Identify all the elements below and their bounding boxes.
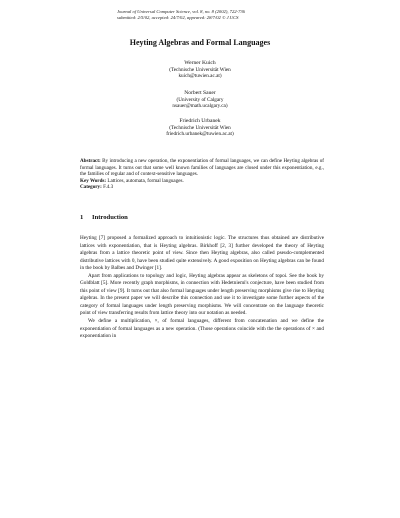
keywords-label: Key Words:	[80, 177, 107, 184]
body-paragraph: Apart from applications to topology and logic, Heyting algebras appear as skeletons of topoi. See the book by Goldblatt [5]. More recently graph morphisms, in connection with Hedetniemi's conjecture, have been studied from this point of view [9]. It turns out that also formal languages under length preserving morphisms give rise to Heyting algebras. In the present paper we will describe this connection and use it to investigate some further aspects of the category of formal languages under length preserving morphisms. We will concentrate on the language theoretic point of view transferring results from lattice theory into our notation as needed.	[80, 272, 324, 317]
author-name: Friedrich Urbanek	[179, 118, 221, 124]
author-email: friedrich.urbanek@tuwien.ac.at)	[166, 131, 234, 138]
author-block	[0, 118, 400, 138]
category-line	[80, 184, 324, 191]
abstract-paragraph	[80, 158, 324, 178]
section-number: 1	[80, 214, 84, 221]
abstract-label: Abstract:	[80, 158, 101, 164]
journal-citation: Journal of Universal Computer Science, vol. 8, no. 8 (2002), 722-736	[117, 9, 245, 14]
author-email: kuich@tuwien.ac.at)	[178, 73, 222, 80]
author-affiliation: (University of Calgary	[176, 96, 224, 103]
category-text: F.4.3	[103, 184, 114, 190]
section-title: Introduction	[92, 214, 128, 221]
abstract-block	[80, 158, 324, 191]
author-email: nsauer@math.ucalgary.ca)	[172, 103, 228, 110]
paper-title: Heyting Algebras and Formal Languages	[129, 38, 271, 47]
author-block	[0, 90, 400, 110]
journal-header	[117, 9, 317, 21]
section-heading	[80, 214, 324, 222]
body-paragraph: We define a multiplication, ×, of formal languages, different from concatenation and we define the exponentiation of formal languages as a new operation. (Those operations coincide with the the operations of × and exponentiation in	[80, 318, 324, 340]
author-block	[0, 60, 400, 80]
author-affiliation: (Technische Universität Wien	[169, 124, 231, 131]
category-label: Category:	[80, 184, 102, 190]
body-paragraph: Heyting [7] proposed a formalized approach to intuitionistic logic. The structures thus obtained are distributive lattices with exponentiation, that is Heyting algebras. Birkhoff [2, 3] further developed the theory of Heyting algebras from a lattice theoretic point of view. Since then Heyting algebras, also called pseudo-complemented distributive lattices with 0, have been studied quite extensively. A good exposition on Heyting algebras can be found in the book by Balbes and Dwinger [1].	[80, 235, 324, 272]
author-name: Norbert Sauer	[184, 90, 216, 96]
abstract-text: By introducing a new operation, the exponentiation of formal languages, we can define Heyting algebras of formal languages. It turns out that some well known families of languages are closed under this exponentiation, e.g., the families of regular and of context-sensitive languages.	[80, 158, 324, 177]
journal-dates: submitted: 2/5/02, accepted: 24/7/02, appeared: 28/7/02 © J.UCS	[117, 15, 239, 20]
author-affiliation: (Technische Universität Wien	[169, 66, 231, 73]
body-text	[80, 235, 324, 341]
author-name: Werner Kuich	[184, 60, 216, 66]
keywords-text: Lattices, automata, formal languages.	[107, 177, 184, 184]
